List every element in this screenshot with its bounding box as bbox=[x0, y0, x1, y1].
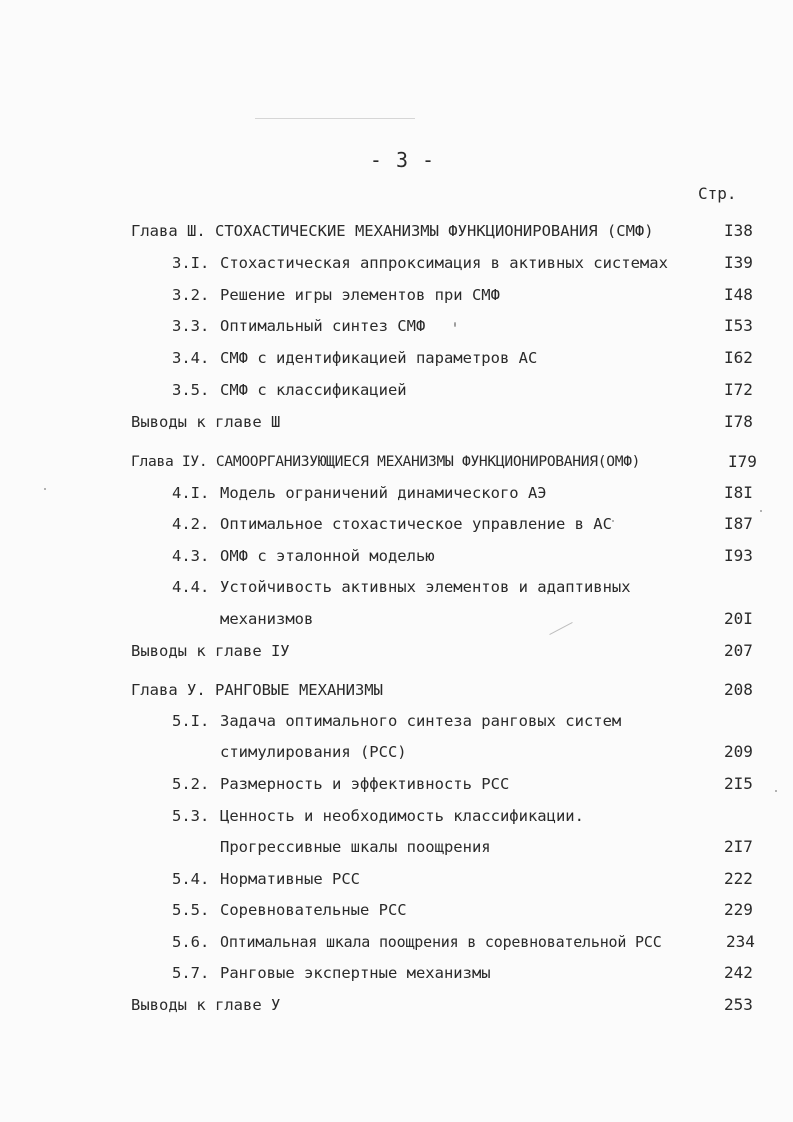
section-title: СМФ с классификацией bbox=[220, 381, 407, 399]
section-number: 5.I. bbox=[172, 712, 210, 730]
section-title: Ценность и необходимость классификации. bbox=[220, 807, 584, 825]
toc-page-number: I72 bbox=[724, 380, 753, 399]
section-title: Стохастическая аппроксимация в активных системах bbox=[220, 254, 668, 272]
scan-speck bbox=[760, 510, 762, 512]
section-title: Нормативные РСС bbox=[220, 870, 360, 888]
section-number: 4.2. bbox=[172, 515, 210, 533]
section-title-continued: механизмов bbox=[220, 610, 314, 628]
toc-page-number: I38 bbox=[724, 221, 753, 240]
section-number: 5.6. bbox=[172, 933, 210, 951]
section-number: 3.3. bbox=[172, 317, 210, 335]
section-title: Размерность и эффективность РСС bbox=[220, 775, 510, 793]
toc-page-number: I93 bbox=[724, 546, 753, 565]
toc-page-number: 253 bbox=[724, 995, 753, 1014]
toc-page-number: 20I bbox=[724, 609, 753, 628]
section-title: ОМФ с эталонной моделью bbox=[220, 547, 435, 565]
scan-artifact-line bbox=[255, 118, 415, 119]
toc-page-number: I39 bbox=[724, 253, 753, 272]
section-number: 3.I. bbox=[172, 254, 210, 272]
toc-page-number: I87 bbox=[724, 514, 753, 533]
section-number: 5.7. bbox=[172, 964, 210, 982]
toc-page-number: I48 bbox=[724, 285, 753, 304]
toc-page-number: 2I7 bbox=[724, 837, 753, 856]
toc-page-number: I79 bbox=[728, 452, 757, 471]
toc-page-number: 234 bbox=[726, 932, 755, 951]
toc-page-number: I8I bbox=[724, 483, 753, 502]
section-title: Задача оптимального синтеза ранговых систем bbox=[220, 712, 622, 730]
chapter-title: Глава Ш. СТОХАСТИЧЕСКИЕ МЕХАНИЗМЫ ФУНКЦИОНИРОВАНИЯ (СМФ) bbox=[131, 222, 654, 240]
section-number: 5.2. bbox=[172, 775, 210, 793]
section-number: 3.5. bbox=[172, 381, 210, 399]
toc-page-number: 2I5 bbox=[724, 774, 753, 793]
conclusions-title: Выводы к главе IУ bbox=[131, 642, 290, 660]
toc-page-number: 207 bbox=[724, 641, 753, 660]
scan-speck bbox=[775, 790, 777, 792]
chapter-title: Глава IУ. САМООРГАНИЗУЮЩИЕСЯ МЕХАНИЗМЫ ФУНКЦИОНИРОВАНИЯ(ОМФ) bbox=[131, 453, 641, 470]
conclusions-title: Выводы к главе У bbox=[131, 996, 281, 1014]
section-title: Оптимальное стохастическое управление в АС bbox=[220, 515, 612, 533]
section-number: 4.I. bbox=[172, 484, 210, 502]
section-number: 3.2. bbox=[172, 286, 210, 304]
section-title: Ранговые экспертные механизмы bbox=[220, 964, 491, 982]
section-title: СМФ с идентификацией параметров АС bbox=[220, 349, 538, 367]
section-number: 3.4. bbox=[172, 349, 210, 367]
section-number: 5.3. bbox=[172, 807, 210, 825]
toc-page-number: I62 bbox=[724, 348, 753, 367]
scan-speck bbox=[612, 520, 614, 522]
toc-page-number: 208 bbox=[724, 680, 753, 699]
conclusions-title: Выводы к главе Ш bbox=[131, 413, 281, 431]
section-title: Устойчивость активных элементов и адаптивных bbox=[220, 578, 631, 596]
toc-page-number: 242 bbox=[724, 963, 753, 982]
toc-page-number: I53 bbox=[724, 316, 753, 335]
section-number: 4.3. bbox=[172, 547, 210, 565]
scan-artifact-line bbox=[549, 622, 572, 635]
section-title-continued: стимулирования (РСС) bbox=[220, 743, 407, 761]
page-column-header: Стр. bbox=[698, 184, 737, 203]
scan-speck bbox=[454, 322, 456, 327]
section-title: Оптимальная шкала поощрения в соревновательной РСС bbox=[220, 933, 662, 951]
section-number: 5.4. bbox=[172, 870, 210, 888]
toc-page-number: I78 bbox=[724, 412, 753, 431]
section-title: Оптимальный синтез СМФ bbox=[220, 317, 426, 335]
toc-page-number: 222 bbox=[724, 869, 753, 888]
page-number: - 3 - bbox=[369, 148, 436, 172]
chapter-title: Глава У. РАНГОВЫЕ МЕХАНИЗМЫ bbox=[131, 681, 383, 699]
section-title-continued: Прогрессивные шкалы поощрения bbox=[220, 838, 491, 856]
section-title: Модель ограничений динамического АЭ bbox=[220, 484, 547, 502]
section-title: Соревновательные РСС bbox=[220, 901, 407, 919]
section-number: 4.4. bbox=[172, 578, 210, 596]
toc-page-number: 229 bbox=[724, 900, 753, 919]
section-title: Решение игры элементов при СМФ bbox=[220, 286, 500, 304]
toc-page-number: 209 bbox=[724, 742, 753, 761]
scan-speck bbox=[44, 488, 46, 490]
section-number: 5.5. bbox=[172, 901, 210, 919]
